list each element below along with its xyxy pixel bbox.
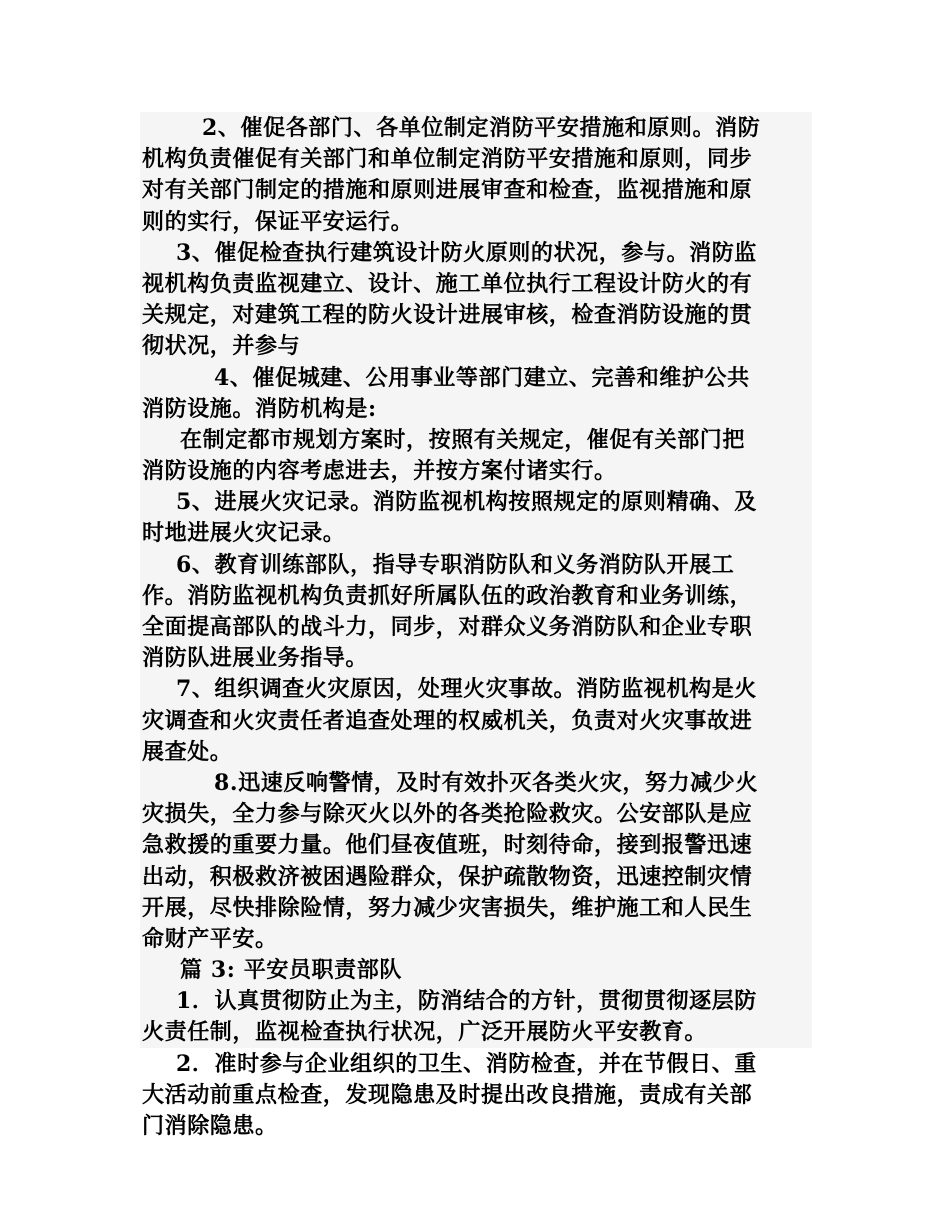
text-line: 门消除隐患。 <box>142 1113 278 1139</box>
text-line: 6、教育训练部队，指导专职消防队和义务消防队开展工 <box>176 551 735 578</box>
text-line: 视机构负责监视建立、设计、施工单位执行工程设计防火的有 <box>142 270 753 297</box>
text-line: 命财产平安。 <box>142 925 278 952</box>
text-line: 篇 3: 平安员职责部队 <box>180 957 402 984</box>
text-line: 时地进展火灾记录。 <box>142 520 346 547</box>
text-line: 消防队进展业务指导。 <box>142 645 369 672</box>
text-line: 3、催促检查执行建筑设计防火原则的状况，参与。消防监 <box>176 239 757 266</box>
text-line: 作。消防监视机构负责抓好所属队伍的政治教育和业务训练， <box>142 582 753 609</box>
text-line: 在制定都市规划方案时，按照有关规定，催促有关部门把 <box>180 426 746 453</box>
text-line: 1．认真贯彻防止为主，防消结合的方针，贯彻贯彻逐层防 <box>176 988 757 1015</box>
text-line: 急救援的重要力量。他们昼夜值班，时刻待命，接到报警迅速 <box>142 832 753 859</box>
text-line: 展查处。 <box>142 738 233 765</box>
text-line: 机构负责催促有关部门和单位制定消防平安措施和原则，同步 <box>142 146 753 173</box>
text-line: 出动，积极救济被困遇险群众，保护疏散物资，迅速控制灾情 <box>142 863 753 890</box>
text-line: 则的实行，保证平安运行。 <box>142 208 414 235</box>
text-line: 4、催促城建、公用事业等部门建立、完善和维护公共 <box>214 364 750 391</box>
text-line: 对有关部门制定的措施和原则进展审查和检查，监视措施和原 <box>142 177 753 204</box>
text-line: 消防设施。消防机构是: <box>142 395 377 422</box>
document-body <box>140 112 812 1139</box>
text-line: 大活动前重点检查，发现隐患及时提出改良措施，责成有关部 <box>142 1081 753 1108</box>
text-line: 7、组织调查火灾原因，处理火灾事故。消防监视机构是火 <box>176 676 757 703</box>
text-line: 8.迅速反响警情，及时有效扑灭各类火灾，努力减少火 <box>214 769 758 796</box>
text-line: 5、进展火灾记录。消防监视机构按照规定的原则精确、及 <box>176 489 757 516</box>
text-line: 关规定，对建筑工程的防火设计进展审核，检查消防设施的贯 <box>142 302 753 329</box>
text-line: 开展，尽快排除险情，努力减少灾害损失，维护施工和人民生 <box>142 894 753 921</box>
text-line: 2．准时参与企业组织的卫生、消防检查，并在节假日、重 <box>176 1050 757 1077</box>
text-line: 灾损失，全力参与除灭火以外的各类抢险救灾。公安部队是应 <box>142 801 753 828</box>
text-line: 火责任制，监视检查执行状况，广泛开展防火平安教育。 <box>142 1019 708 1046</box>
text-line: 2、催促各部门、各单位制定消防平安措施和原则。消防 <box>202 115 761 141</box>
text-line: 彻状况，并参与 <box>142 333 301 360</box>
text-line: 灾调查和火灾责任者追查处理的权威机关，负责对火灾事故进 <box>142 707 753 734</box>
text-line: 消防设施的内容考虑进去，并按方案付诸实行。 <box>142 458 617 485</box>
text-line: 全面提高部队的战斗力，同步，对群众义务消防队和企业专职 <box>142 614 753 640</box>
